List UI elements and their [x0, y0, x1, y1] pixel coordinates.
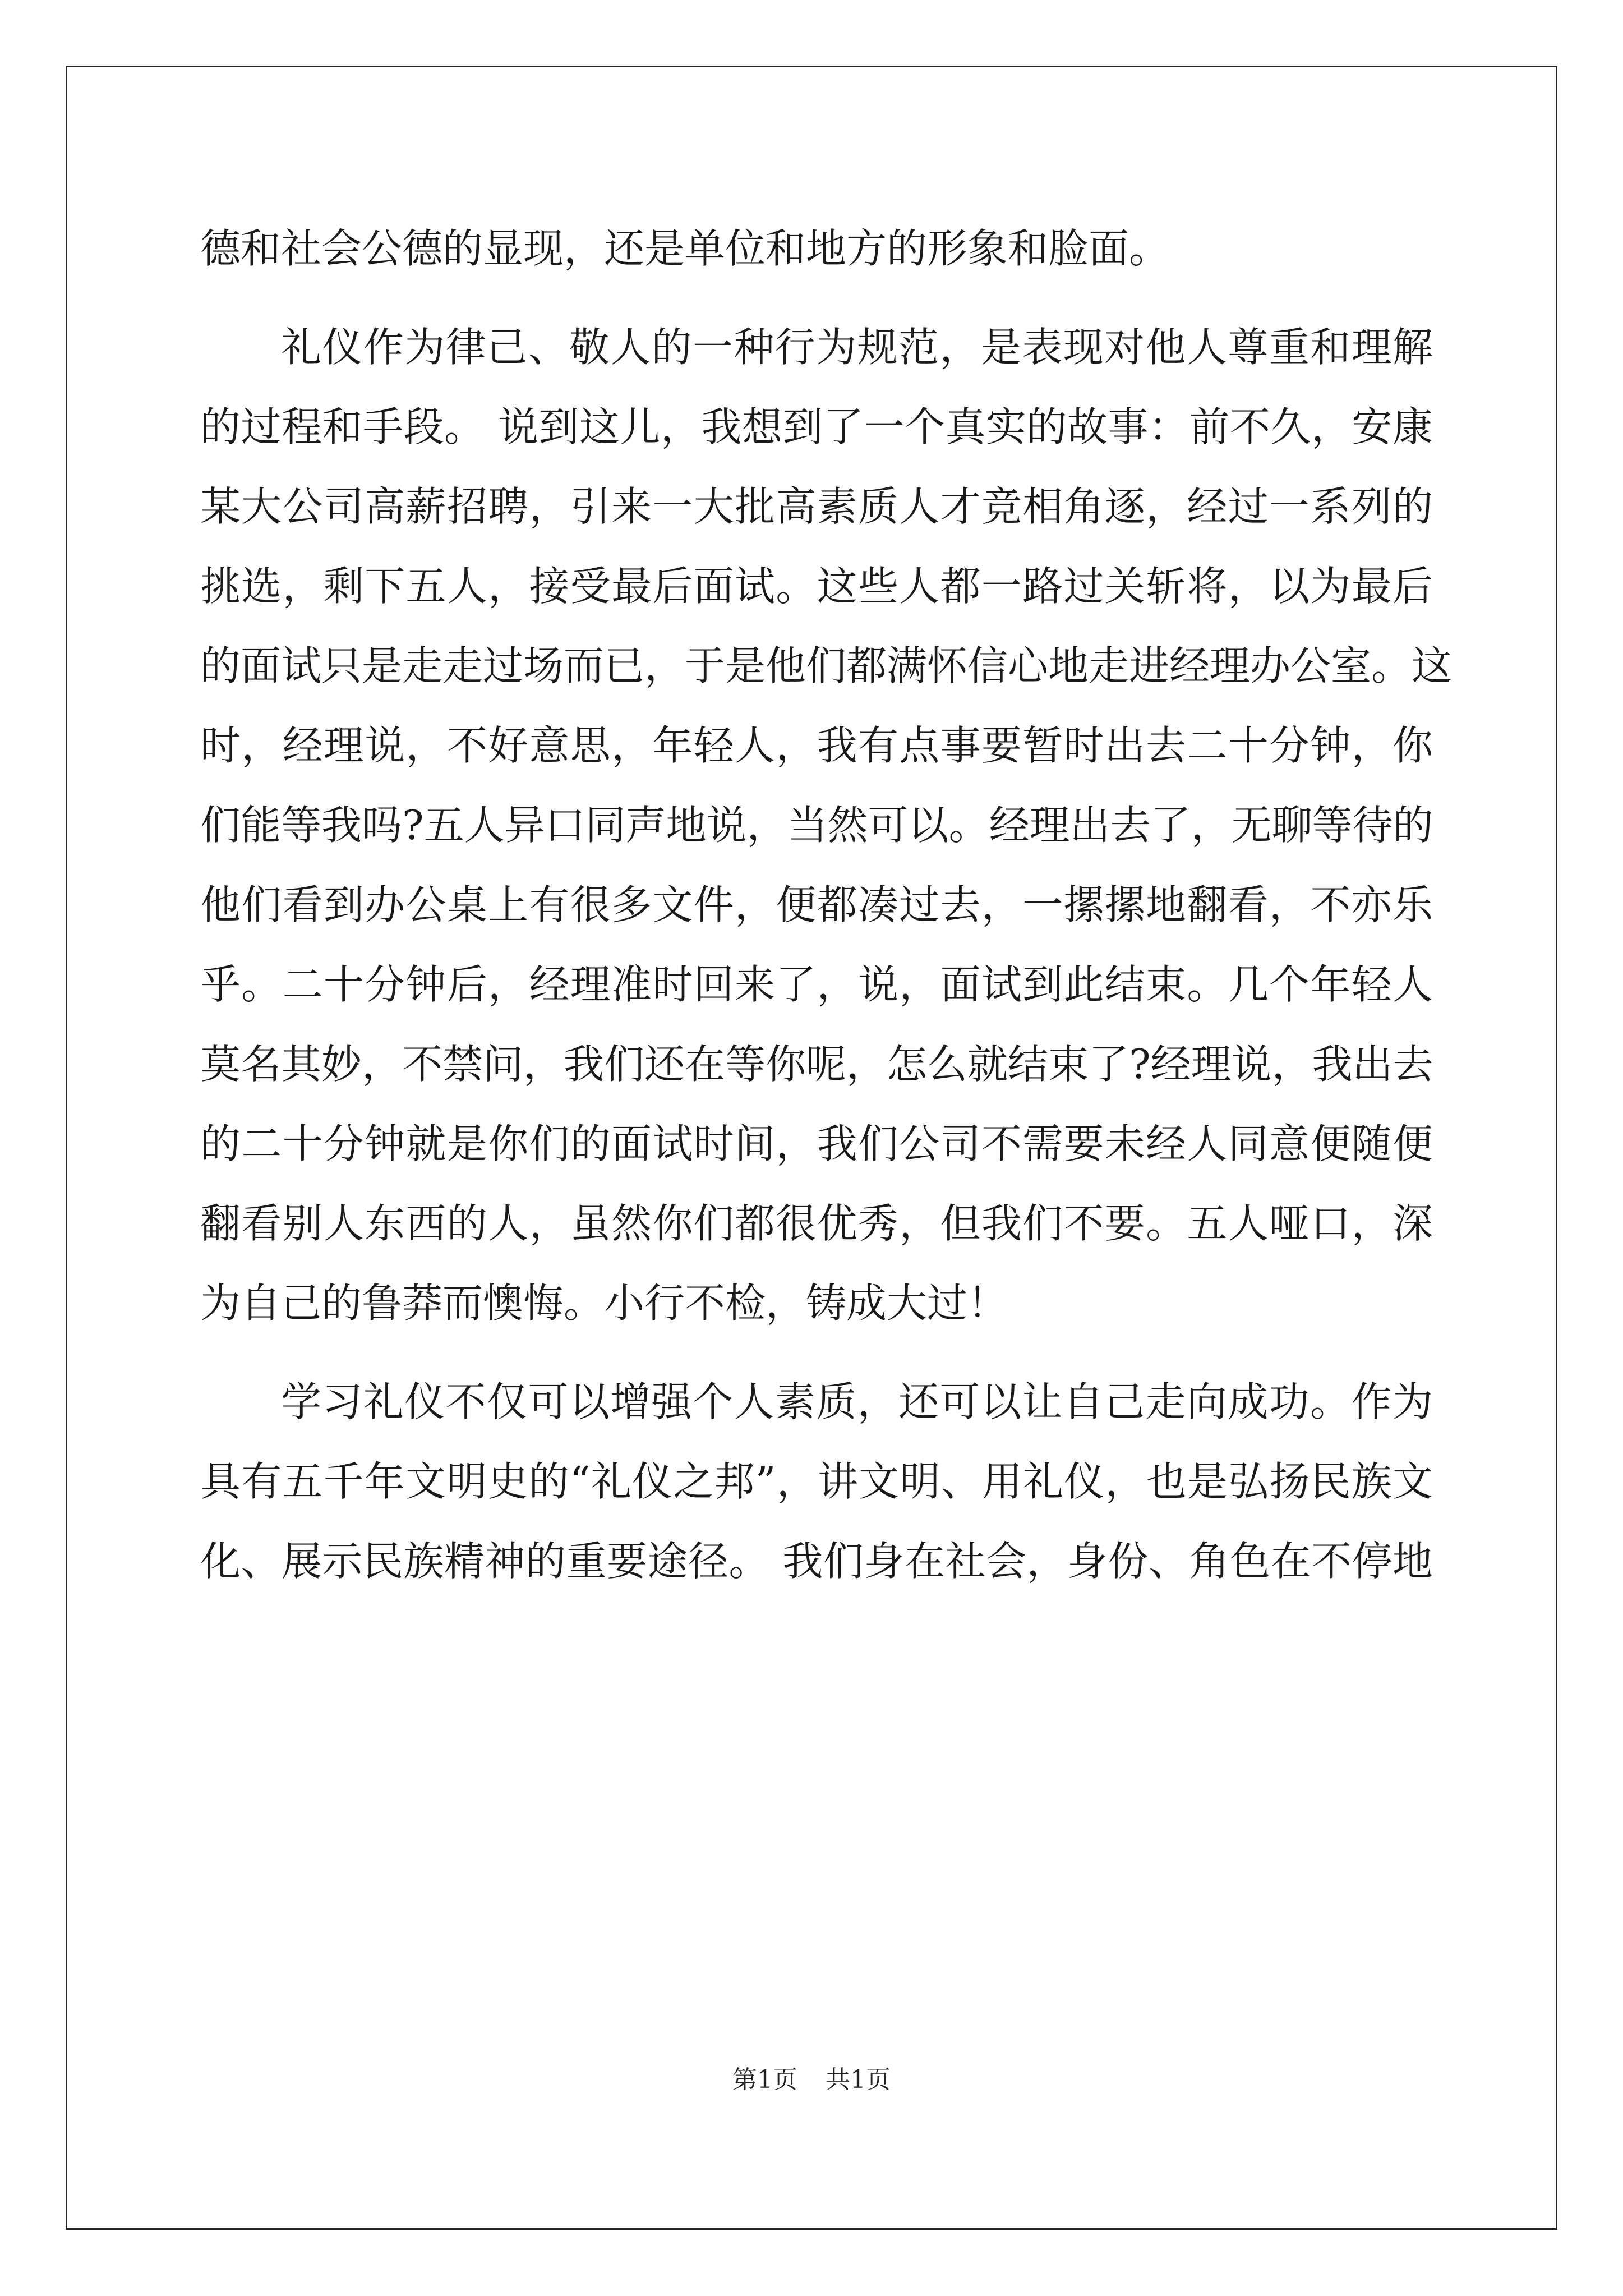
- text-line: 具有五千年文明史的“礼仪之邦”，讲文明、用礼仪，也是弘扬民族文: [200, 1458, 1433, 1505]
- text-line: 莫名其妙，不禁问，我们还在等你呢，怎么就结束了?经理说，我出去: [200, 1041, 1433, 1088]
- text-line: 化、展示民族精神的重要途径。 我们身在社会，身份、角色在不停地: [200, 1538, 1433, 1585]
- document-body: [200, 209, 1453, 1601]
- text-line: 德和社会公德的显现，还是单位和地方的形象和脸面。: [200, 225, 1170, 272]
- text-line: 时，经理说，不好意思，年轻人，我有点事要暂时出去二十分钟，你: [200, 722, 1433, 769]
- text-line: 礼仪作为律己、敬人的一种行为规范，是表现对他人尊重和理解: [281, 324, 1433, 371]
- text-line: 的过程和手段。 说到这儿，我想到了一个真实的故事：前不久，安康: [200, 403, 1433, 450]
- text-line: 挑选，剩下五人，接受最后面试。这些人都一路过关斩将，以为最后: [200, 563, 1433, 610]
- page-footer: [0, 2063, 1623, 2097]
- text-line: 某大公司高薪招聘，引来一大批高素质人才竞相角逐，经过一系列的: [200, 483, 1433, 530]
- text-line: 翻看别人东西的人，虽然你们都很优秀，但我们不要。五人哑口，深: [200, 1200, 1433, 1247]
- text-line: 乎。二十分钟后，经理准时回来了，说，面试到此结束。几个年轻人: [200, 961, 1433, 1008]
- text-line: 为自己的鲁莽而懊悔。小行不检，铸成大过！: [200, 1280, 1008, 1327]
- text-line: 他们看到办公桌上有很多文件，便都凑过去，一摞摞地翻看，不亦乐: [200, 881, 1433, 928]
- page-total: 共1页: [826, 2065, 891, 2094]
- page-number: 第1页: [732, 2065, 797, 2094]
- text-line: 的二十分钟就是你们的面试时间，我们公司不需要未经人同意便随便: [200, 1120, 1433, 1167]
- text-line: 学习礼仪不仅可以增强个人素质，还可以让自己走向成功。作为: [281, 1378, 1433, 1425]
- text-line: 们能等我吗?五人异口同声地说，当然可以。经理出去了，无聊等待的: [200, 802, 1433, 849]
- text-line: 的面试只是走走过场而已，于是他们都满怀信心地走进经理办公室。这: [200, 642, 1453, 689]
